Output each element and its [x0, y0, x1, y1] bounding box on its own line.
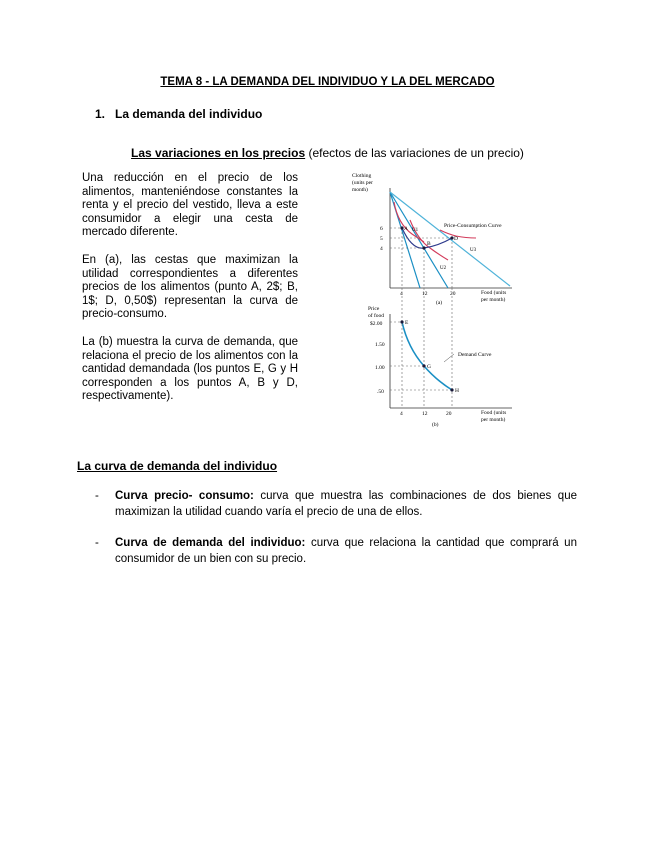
u2-label: U2: [440, 266, 447, 271]
definition-item: [95, 488, 577, 520]
u3-label: U3: [470, 248, 477, 253]
bullet-dash: -: [95, 537, 99, 549]
definitions-heading: La curva de demanda del individuo: [77, 459, 278, 473]
panel-b-label: (b): [432, 422, 439, 428]
panel-b-y-label: Price: [368, 306, 380, 312]
panel-a-y-tick: 4: [380, 246, 383, 252]
demand-curve-pointer: [444, 354, 454, 362]
section-number: 1.: [95, 107, 106, 121]
panel-b-y-tick: 1.00: [375, 365, 385, 371]
panel-a-x-label: per month): [481, 297, 506, 303]
subheading: [0, 146, 655, 160]
demand-figure: [340, 168, 525, 430]
demand-curve: [402, 322, 452, 390]
point-h-label: H: [455, 388, 459, 394]
definition-term: Curva de demanda del individuo:: [115, 537, 306, 549]
subheading-underlined: Las variaciones en los precios: [131, 146, 306, 160]
panel-a-y-label: Clothing: [352, 173, 372, 179]
pcc-label: Price-Consumption Curve: [444, 223, 502, 229]
indifference-u2: [410, 220, 448, 260]
indifference-u1: [394, 202, 424, 242]
section-heading: [95, 107, 262, 121]
point-g-label: G: [427, 364, 431, 370]
budget-line-2: [390, 192, 448, 288]
point-b-label: B: [427, 241, 431, 247]
subheading-rest: (efectos de las variaciones de un precio): [305, 146, 524, 160]
point-d-label: D: [454, 236, 458, 242]
panel-b-x-label: Food (units: [481, 410, 507, 416]
panel-b-y-tick: $2.00: [370, 321, 383, 327]
panel-b-x-label: per month): [481, 417, 506, 423]
panel-b-x-tick: 20: [446, 411, 452, 417]
paragraph: La (b) muestra la curva de demanda, que relaciona el precio de los alimentos con la cantidad demandada (los puntos E, G y H corresponden a los puntos A, B y D, respectivamente).: [82, 336, 298, 403]
panel-a: [352, 173, 512, 306]
panel-b-x-tick: 12: [422, 411, 428, 417]
paragraph: En (a), las cestas que maximizan la utilidad correspondientes a diferentes precios de los alimentos (punto A, 2$; B, 1$; D, 0,50$) representan la curva de precio-consumo.: [82, 254, 298, 321]
point-b: [422, 246, 425, 249]
panel-a-x-tick: 4: [400, 291, 403, 297]
panel-a-y-tick: 5: [380, 236, 383, 242]
panel-a-x-tick: 20: [450, 291, 456, 297]
point-g: [422, 364, 425, 367]
point-e: [400, 320, 403, 323]
panel-b-y-tick: 1.50: [375, 342, 385, 348]
definition-term: Curva precio- consumo:: [115, 490, 254, 502]
panel-b: [368, 288, 512, 428]
panel-b-y-label: of food: [368, 313, 385, 319]
indifference-u3: [440, 230, 476, 238]
definition-text: curva que muestra las combinaciones de dos bienes que maximizan la utilidad cuando varía el precio de una de ellos.: [115, 490, 577, 518]
panel-b-x-tick: 4: [400, 411, 403, 417]
panel-b-y-tick: .50: [377, 389, 384, 395]
definition-text: curva que relaciona la cantidad que comprará un consumidor de un bien con su precio.: [115, 537, 577, 565]
u1-label: U1: [412, 228, 419, 233]
panel-a-y-label: month): [352, 187, 368, 193]
point-a-label: A: [404, 226, 408, 232]
bullet-dash: -: [95, 490, 99, 502]
panel-a-x-tick: 12: [422, 291, 428, 297]
panel-a-x-label: Food (units: [481, 290, 507, 296]
point-h: [450, 388, 453, 391]
demand-curve-label: Demand Curve: [458, 352, 492, 358]
paragraph: Una reducción en el precio de los alimentos, manteniéndose constantes la renta y el precio del vestido, lleva a este consumidor a elegir una cesta de mercado diferente.: [82, 172, 298, 239]
panel-a-y-tick: 6: [380, 226, 383, 232]
document-title: TEMA 8 - LA DEMANDA DEL INDIVIDUO Y LA DEL MERCADO: [160, 76, 495, 88]
section-heading-text: La demanda del individuo: [115, 107, 263, 121]
panel-a-label: (a): [436, 300, 443, 306]
point-e-label: E: [405, 320, 409, 326]
definition-item: [95, 535, 577, 567]
panel-a-y-label: (units per: [352, 180, 373, 186]
